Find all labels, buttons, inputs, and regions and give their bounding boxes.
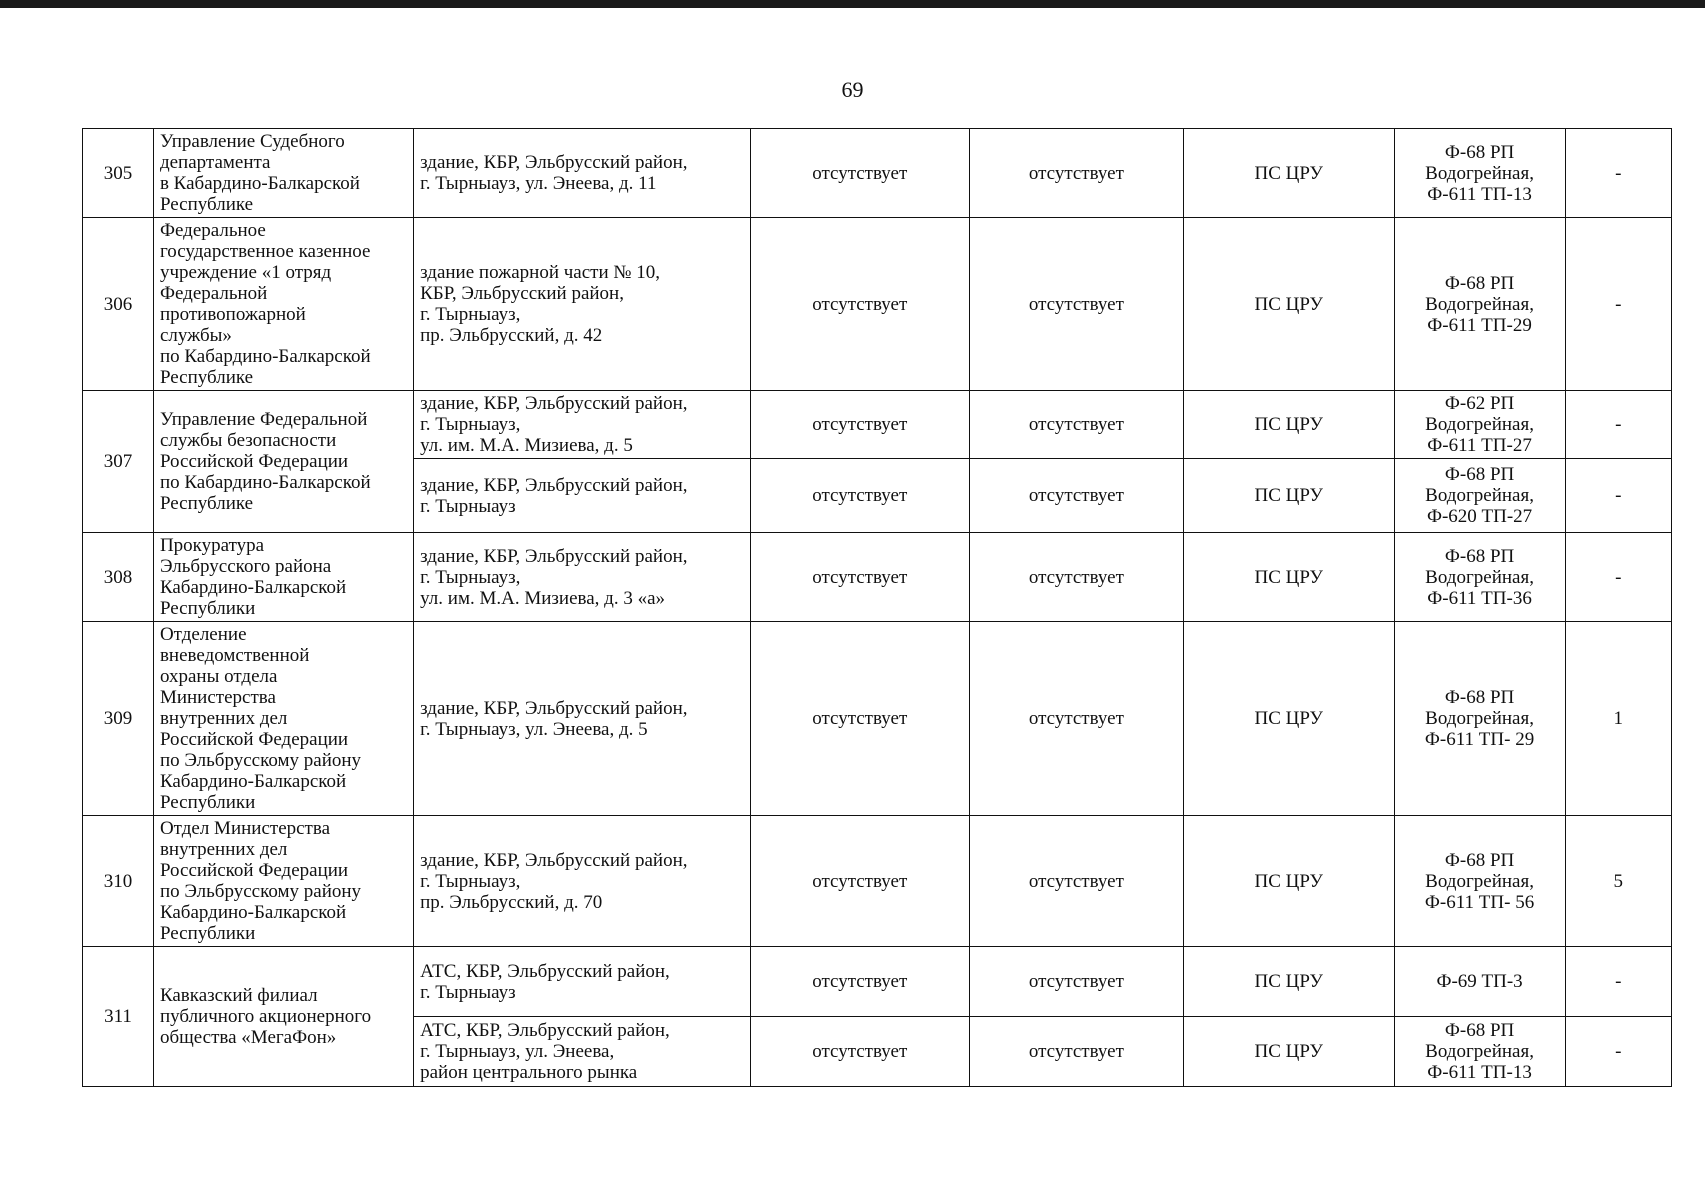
- organization-name: [153, 816, 413, 947]
- feeder-cell-line: Ф-68 РП: [1444, 272, 1515, 294]
- feeder-cell-line: Водогрейная,: [1425, 162, 1534, 184]
- substation-cell: ПС ЦРУ: [1183, 459, 1394, 533]
- table-row: [83, 391, 1672, 459]
- object-address: [414, 218, 751, 391]
- organization-name: [153, 533, 413, 622]
- object-address-line: г. Тырныауз: [420, 981, 516, 1003]
- organization-name-line: Кабардино-Балкарской: [159, 902, 347, 923]
- object-address: [414, 947, 751, 1017]
- object-address-line: АТС, КБР, Эльбрусский район,: [420, 960, 670, 982]
- organization-name-line: в Кабардино-Балкарской: [159, 173, 360, 194]
- count-cell: -: [1565, 1017, 1671, 1087]
- organization-name-line: охраны отдела: [159, 666, 278, 687]
- feeder-cell-line: Ф-68 РП: [1444, 1020, 1515, 1041]
- object-address-line: здание, КБР, Эльбрусский район,: [420, 849, 688, 871]
- object-address-line: г. Тырныауз, ул. Энеева,: [420, 1041, 615, 1062]
- feeder-cell-line: Водогрейная,: [1425, 1041, 1534, 1062]
- organization-name-line: Эльбрусского района: [159, 556, 332, 577]
- status-cell: отсутствует: [969, 459, 1183, 533]
- feeder-cell-line: Ф-611 ТП-27: [1427, 435, 1532, 456]
- feeder-cell: [1394, 622, 1565, 816]
- substation-cell: ПС ЦРУ: [1183, 533, 1394, 622]
- status-cell: отсутствует: [750, 218, 969, 391]
- status-cell: отсутствует: [969, 533, 1183, 622]
- organization-name-line: Министерства: [159, 687, 276, 708]
- substation-cell: ПС ЦРУ: [1183, 218, 1394, 391]
- organization-name-line: Российской Федерации: [159, 860, 349, 881]
- substation-cell: ПС ЦРУ: [1183, 391, 1394, 459]
- organization-name-line: Республике: [159, 367, 254, 388]
- object-address: [414, 129, 751, 218]
- row-number: 311: [83, 947, 154, 1087]
- row-number: 305: [83, 129, 154, 218]
- table-row: [83, 218, 1672, 391]
- object-address-line: г. Тырныауз,: [420, 304, 521, 325]
- feeder-cell-line: Ф-611 ТП- 29: [1424, 729, 1535, 750]
- substation-cell: ПС ЦРУ: [1183, 947, 1394, 1017]
- count-cell: -: [1565, 218, 1671, 391]
- object-address-line: КБР, Эльбрусский район,: [420, 283, 624, 304]
- feeder-cell-line: Водогрейная,: [1425, 414, 1534, 435]
- scan-top-edge: [0, 0, 1705, 8]
- count-cell: 1: [1565, 622, 1671, 816]
- feeder-cell-line: Ф-68 РП: [1444, 464, 1515, 485]
- status-cell: отсутствует: [969, 947, 1183, 1017]
- row-number: 306: [83, 218, 154, 391]
- status-cell: отсутствует: [969, 816, 1183, 947]
- substation-cell: ПС ЦРУ: [1183, 1017, 1394, 1087]
- object-address-line: здание, КБР, Эльбрусский район,: [420, 393, 688, 414]
- status-cell: отсутствует: [750, 391, 969, 459]
- substation-cell: ПС ЦРУ: [1183, 622, 1394, 816]
- status-cell: отсутствует: [969, 1017, 1183, 1087]
- feeder-cell: [1394, 391, 1565, 459]
- organization-name-line: Республики: [159, 598, 256, 619]
- organization-name-line: публичного акционерного: [159, 1006, 372, 1027]
- organization-name-line: по Кабардино-Балкарской: [159, 346, 371, 367]
- page-number: 69: [841, 77, 864, 102]
- feeder-cell-line: Ф-68 РП: [1444, 141, 1515, 163]
- object-address-line: здание, КБР, Эльбрусский район,: [420, 697, 688, 719]
- object-address: [414, 1017, 751, 1087]
- feeder-cell: [1394, 533, 1565, 622]
- status-cell: отсутствует: [750, 533, 969, 622]
- organization-name-line: государственное казенное: [159, 241, 371, 262]
- feeder-cell-line: Водогрейная,: [1425, 708, 1534, 729]
- status-cell: отсутствует: [750, 1017, 969, 1087]
- object-address-line: г. Тырныауз, ул. Энеева, д. 11: [420, 173, 657, 194]
- organization-name-line: по Кабардино-Балкарской: [159, 472, 371, 493]
- organization-name-line: учреждение «1 отряд: [159, 262, 332, 283]
- feeder-cell-line: Водогрейная,: [1425, 566, 1534, 588]
- count-cell: 5: [1565, 816, 1671, 947]
- organization-name: [153, 391, 413, 533]
- object-address-line: г. Тырныауз, ул. Энеева, д. 5: [420, 718, 648, 740]
- organization-name-line: общества «МегаФон»: [159, 1027, 337, 1048]
- organization-name-line: Кабардино-Балкарской: [159, 771, 347, 792]
- feeder-cell-line: Ф-611 ТП- 56: [1424, 891, 1535, 913]
- status-cell: отсутствует: [969, 622, 1183, 816]
- feeder-cell-line: Ф-620 ТП-27: [1426, 506, 1533, 527]
- organization-name: [153, 218, 413, 391]
- feeder-cell-line: Ф-62 РП: [1444, 393, 1515, 414]
- organization-name: [153, 947, 413, 1087]
- object-address-line: ул. им. М.А. Мизиева, д. 5: [420, 435, 633, 456]
- feeder-cell: [1394, 459, 1565, 533]
- substation-cell: ПС ЦРУ: [1183, 129, 1394, 218]
- feeder-cell-line: Водогрейная,: [1425, 485, 1534, 506]
- object-address-line: АТС, КБР, Эльбрусский район,: [420, 1020, 670, 1041]
- table-body: [83, 129, 1672, 1087]
- organization-name-line: Республики: [159, 792, 256, 813]
- feeder-cell-line: Ф-611 ТП-13: [1427, 183, 1532, 205]
- organization-name-line: противопожарной: [159, 304, 306, 325]
- count-cell: -: [1565, 459, 1671, 533]
- feeder-cell-line: Ф-611 ТП-13: [1427, 1062, 1532, 1083]
- row-number: 309: [83, 622, 154, 816]
- object-address-line: г. Тырныауз,: [420, 566, 521, 588]
- status-cell: отсутствует: [750, 129, 969, 218]
- object-address-line: г. Тырныауз: [420, 495, 516, 517]
- feeder-cell-line: Ф-68 РП: [1444, 545, 1515, 567]
- organization-name-line: Кавказский филиал: [159, 985, 318, 1006]
- object-address: [414, 391, 751, 459]
- feeder-cell: [1394, 129, 1565, 218]
- object-address-line: пр. Эльбрусский, д. 70: [420, 891, 603, 913]
- object-address-line: ул. им. М.А. Мизиева, д. 3 «а»: [420, 587, 666, 609]
- table-row: [83, 129, 1672, 218]
- organization-name-line: по Эльбрусскому району: [159, 881, 362, 902]
- feeder-cell-line: Ф-611 ТП-29: [1427, 314, 1532, 336]
- object-address-line: здание, КБР, Эльбрусский район,: [420, 474, 688, 496]
- status-cell: отсутствует: [750, 622, 969, 816]
- organization-name-line: вневедомственной: [159, 645, 310, 666]
- row-number: 307: [83, 391, 154, 533]
- organization-name-line: Отделение: [159, 624, 247, 645]
- object-address-line: здание, КБР, Эльбрусский район,: [420, 152, 688, 173]
- objects-table: [82, 128, 1672, 1087]
- feeder-cell: [1394, 218, 1565, 391]
- row-number: 310: [83, 816, 154, 947]
- status-cell: отсутствует: [750, 459, 969, 533]
- organization-name-line: службы безопасности: [159, 430, 337, 451]
- feeder-cell-line: Водогрейная,: [1425, 870, 1534, 892]
- substation-cell: ПС ЦРУ: [1183, 816, 1394, 947]
- organization-name-line: по Эльбрусскому району: [159, 750, 362, 771]
- organization-name-line: Российской Федерации: [159, 729, 349, 750]
- organization-name-line: Управление Федеральной: [159, 409, 368, 430]
- table-row: [83, 533, 1672, 622]
- status-cell: отсутствует: [750, 816, 969, 947]
- object-address-line: район центрального рынка: [420, 1062, 638, 1083]
- feeder-cell-line: Ф-68 РП: [1444, 687, 1515, 708]
- organization-name-line: Прокуратура: [159, 535, 265, 556]
- table-row: [83, 947, 1672, 1017]
- object-address: [414, 816, 751, 947]
- object-address-line: здание, КБР, Эльбрусский район,: [420, 545, 688, 567]
- organization-name-line: Федеральной: [159, 283, 268, 304]
- organization-name-line: Управление Судебного: [159, 131, 345, 152]
- organization-name-line: Республике: [159, 194, 254, 215]
- feeder-cell-line: Ф-69 ТП-3: [1436, 971, 1523, 992]
- table-row: [83, 622, 1672, 816]
- organization-name-line: департамента: [159, 152, 271, 173]
- object-address-line: г. Тырныауз,: [420, 414, 521, 435]
- organization-name-line: Отдел Министерства: [159, 818, 331, 839]
- count-cell: -: [1565, 129, 1671, 218]
- feeder-cell: [1394, 1017, 1565, 1087]
- organization-name-line: Кабардино-Балкарской: [159, 577, 347, 598]
- organization-name-line: Федеральное: [159, 220, 266, 241]
- count-cell: -: [1565, 947, 1671, 1017]
- status-cell: отсутствует: [750, 947, 969, 1017]
- organization-name-line: внутренних дел: [159, 708, 288, 729]
- object-address: [414, 459, 751, 533]
- object-address-line: г. Тырныауз,: [420, 870, 521, 892]
- organization-name-line: Республике: [159, 493, 254, 514]
- feeder-cell-line: Ф-611 ТП-36: [1427, 587, 1532, 609]
- status-cell: отсутствует: [969, 218, 1183, 391]
- organization-name: [153, 129, 413, 218]
- object-address: [414, 533, 751, 622]
- organization-name-line: внутренних дел: [159, 839, 288, 860]
- count-cell: -: [1565, 391, 1671, 459]
- organization-name: [153, 622, 413, 816]
- feeder-cell-line: Ф-68 РП: [1444, 849, 1515, 871]
- feeder-cell-line: Водогрейная,: [1425, 293, 1534, 315]
- object-address-line: пр. Эльбрусский, д. 42: [420, 325, 603, 346]
- feeder-cell: [1394, 947, 1565, 1017]
- feeder-cell: [1394, 816, 1565, 947]
- table-row: [83, 816, 1672, 947]
- object-address: [414, 622, 751, 816]
- object-address-line: здание пожарной части № 10,: [420, 262, 661, 283]
- organization-name-line: службы»: [159, 325, 232, 346]
- status-cell: отсутствует: [969, 391, 1183, 459]
- row-number: 308: [83, 533, 154, 622]
- organization-name-line: Республики: [159, 923, 256, 944]
- count-cell: -: [1565, 533, 1671, 622]
- organization-name-line: Российской Федерации: [159, 451, 349, 472]
- status-cell: отсутствует: [969, 129, 1183, 218]
